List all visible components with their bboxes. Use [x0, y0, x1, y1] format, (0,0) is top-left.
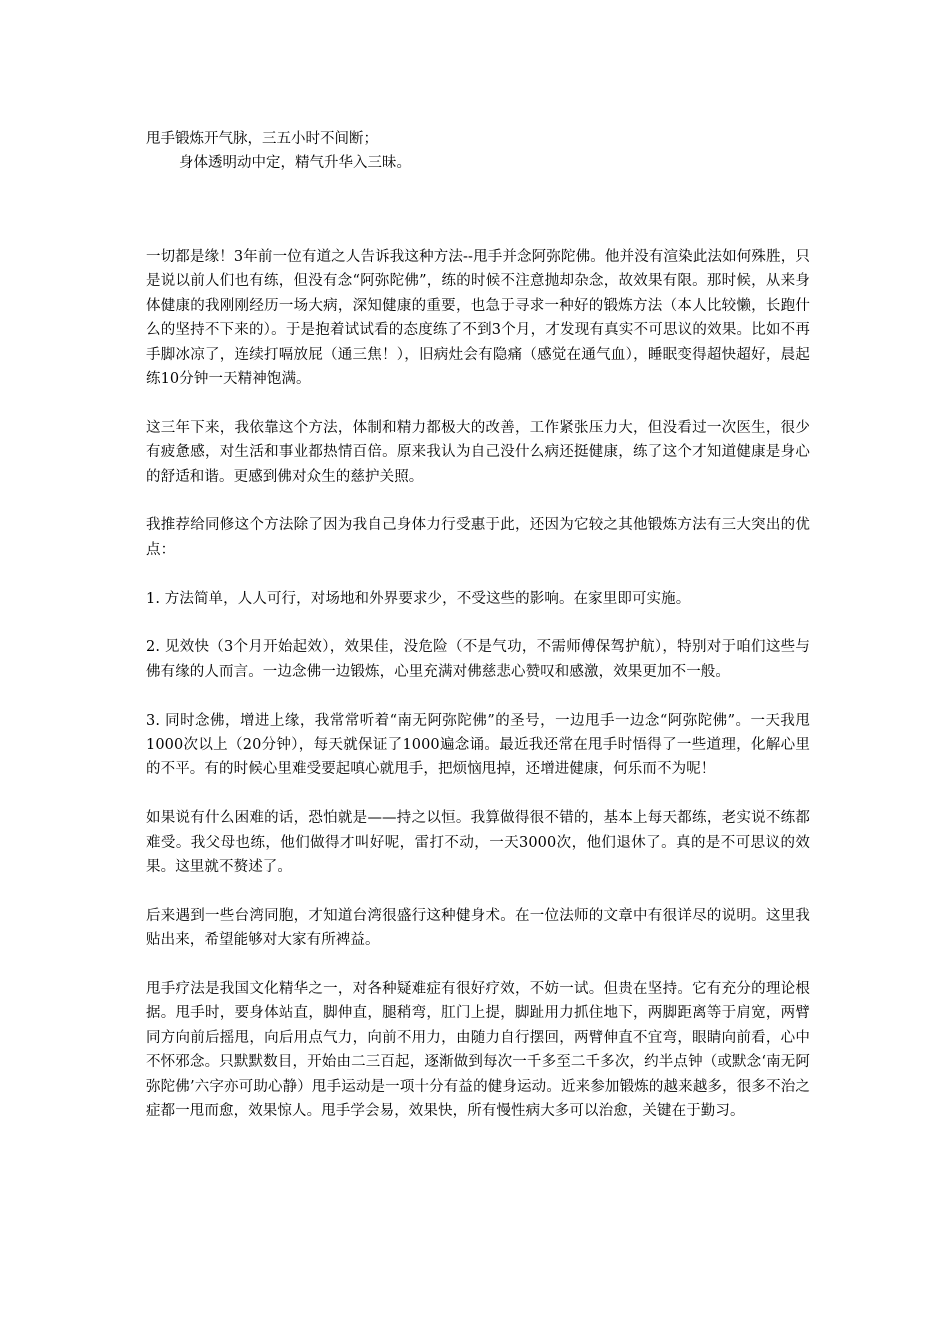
paragraph-advantage-1: 1. 方法简单，人人可行，对场地和外界要求少，不受这些的影响。在家里即可实施。 [146, 590, 691, 607]
paragraph-recommendation: 我推荐给同修这个方法除了因为我自己身体力行受惠于此，还因为它较之其他锻炼方法有三大突出的优点： [146, 517, 810, 558]
paragraph-three-years: 这三年下来，我依靠这个方法，体制和精力都极大的改善，工作紧张压力大，但没看过一次医生，很少有疲惫感，对生活和事业都热情百倍。原来我认为自己没什么病还挺健康，练了这个才知道健康是身心的舒适和谐。更感到佛对众生的慈护关照。 [146, 419, 810, 485]
paragraph-advantage-3: 3. 同时念佛，增进上缘，我常常听着“南无阿弥陀佛”的圣号，一边甩手一边念“阿弥陀佛”。一天我甩1000次以上（20分钟），每天就保证了1000遍念诵。最近我还常在甩手时悟得了一些道理，化解心里的不平。有的时候心里难受要起嗔心就甩手，把烦恼甩掉，还增进健康，何乐而不为呢！ [146, 712, 810, 778]
poem-line-2: 身体透明动中定，精气升华入三昧。 [179, 155, 411, 171]
article-body [146, 245, 810, 1148]
paragraph-method: 甩手疗法是我国文化精华之一，对各种疑难症有很好疗效，不妨一试。但贵在坚持。它有充分的理论根据。甩手时，要身体站直，脚伸直，腿稍弯，肛门上提，脚趾用力抓住地下，两脚距离等于肩宽，两臂同方向前后摇甩，向后用点气力，向前不用力，由随力自行摆回，两臂伸直不宜弯，眼睛向前看，心中不怀邪念。只默默数目，开始由二三百起，逐渐做到每次一千多至二千多次，约半点钟（或默念‘南无阿弥陀佛’六字亦可助心静）甩手运动是一项十分有益的健身运动。近来参加锻炼的越来越多，很多不治之症都一甩而愈，效果惊人。甩手学会易，效果快，所有慢性病大多可以治愈，关键在于勤习。 [146, 981, 810, 1120]
poem [146, 127, 810, 175]
paragraph-advantage-2: 2. 见效快（3个月开始起效），效果佳，没危险（不是气功，不需师傅保驾护航），特别对于咱们这些与佛有缘的人而言。一边念佛一边锻炼，心里充满对佛慈悲心赞叹和感激，效果更加不一般。 [146, 639, 810, 680]
paragraph-difficulty: 如果说有什么困难的话，恐怕就是——持之以恒。我算做得很不错的，基本上每天都练，老实说不练都难受。我父母也练，他们做得才叫好呢，雷打不动，一天3000次，他们退休了。真的是不可思议的效果。这里就不赘述了。 [146, 810, 810, 876]
paragraph-taiwan: 后来遇到一些台湾同胞，才知道台湾很盛行这种健身术。在一位法师的文章中有很详尽的说明。这里我贴出来，希望能够对大家有所裨益。 [146, 907, 810, 949]
paragraph-intro: 一切都是缘！3年前一位有道之人告诉我这种方法--甩手并念阿弥陀佛。他并没有渲染此法如何殊胜，只是说以前人们也有练，但没有念“阿弥陀佛”，练的时候不注意抛却杂念，故效果有限。那时候，从来身体健康的我刚刚经历一场大病，深知健康的重要，也急于寻求一种好的锻炼方法（本人比较懒，长跑什么的坚持不下来的）。于是抱着试试看的态度练了不到3个月，才发现有真实不可思议的效果。比如不再手脚冰凉了，连续打嗝放屁（通三焦！），旧病灶会有隐痛（感觉在通气血），睡眠变得超快超好，晨起练10分钟一天精神饱满。 [146, 249, 810, 388]
poem-line-1: 甩手锻炼开气脉，三五小时不间断； [146, 131, 378, 147]
